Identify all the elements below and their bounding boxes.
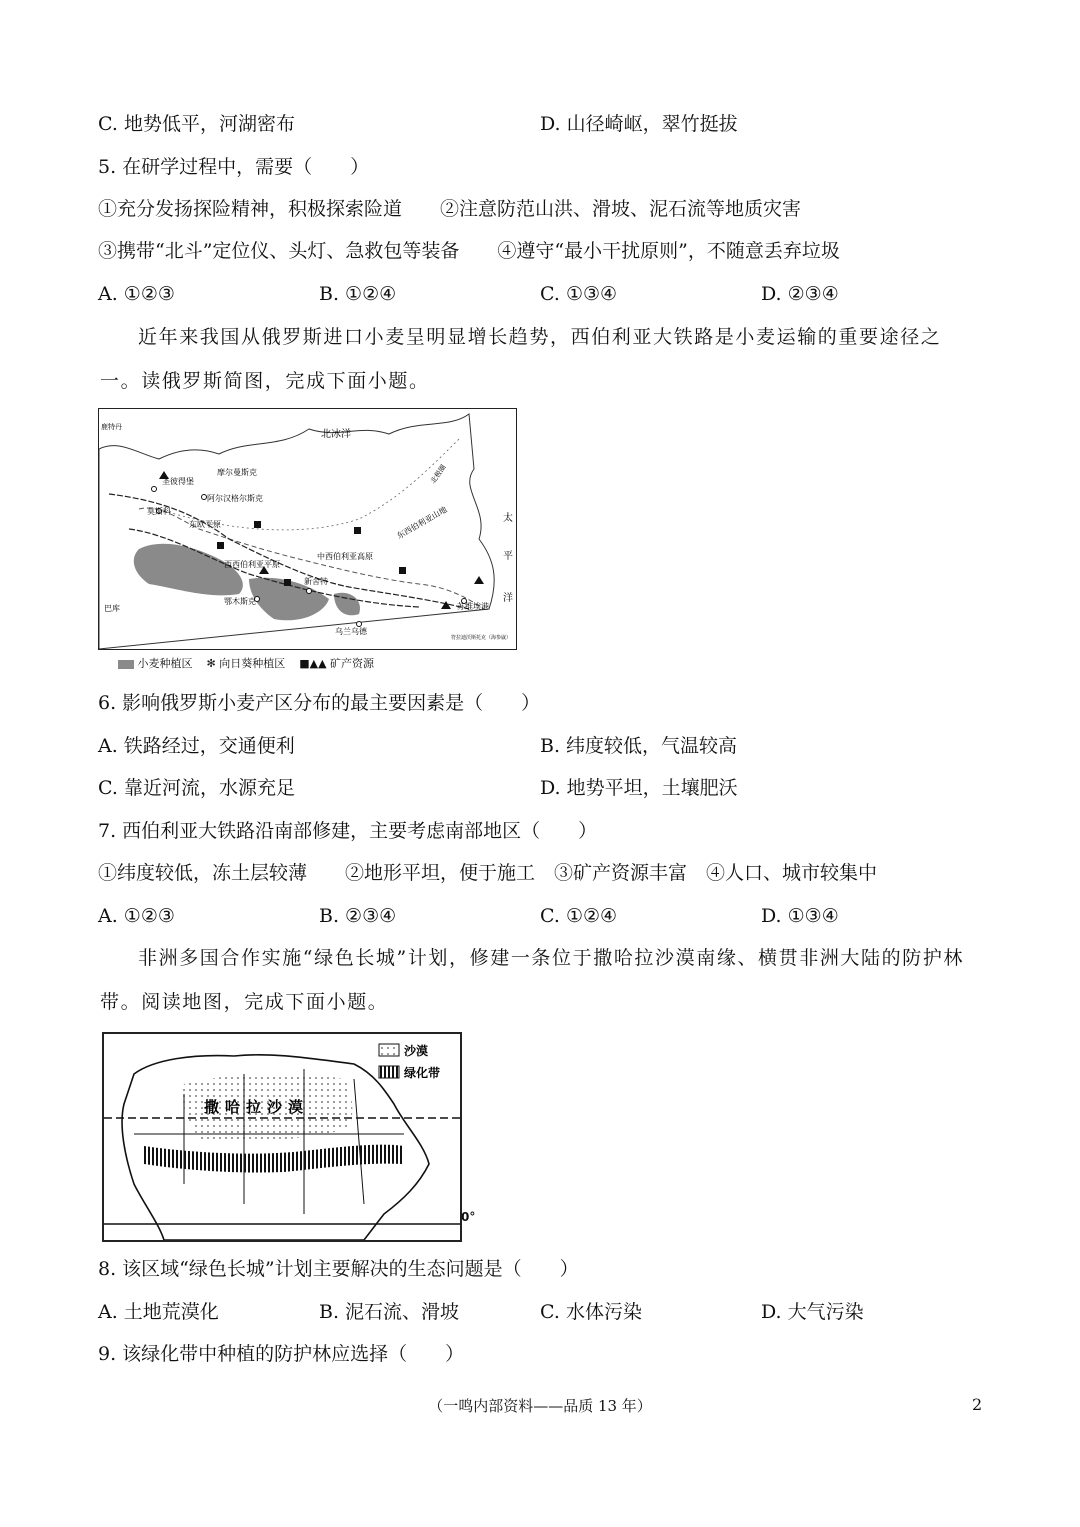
map-label-omsk: 鄂木斯克 bbox=[224, 597, 256, 606]
wheat-swatch bbox=[118, 660, 134, 669]
map-label-arkhangelsk: 阿尔汉格尔斯克 bbox=[207, 494, 263, 503]
q6-option-d: D. 地势平坦，土壤肥沃 bbox=[540, 777, 738, 799]
q7-option-c: C. ①②④ bbox=[540, 905, 618, 927]
map-label-arcticcircle: 北极圈 bbox=[429, 463, 448, 486]
legend-desert-swatch bbox=[379, 1044, 399, 1056]
q8-option-b: B. 泥石流、滑坡 bbox=[319, 1301, 460, 1323]
q6-option-a: A. 铁路经过，交通便利 bbox=[98, 735, 295, 757]
map-label-westsib: 西西伯利亚平原 bbox=[224, 560, 280, 569]
q6-option-c: C. 靠近河流，水源充足 bbox=[98, 777, 295, 799]
map-label-centralsib: 中西伯利亚高原 bbox=[317, 552, 373, 561]
map-label-pacific-1: 太 bbox=[503, 513, 513, 524]
map-label-baltic: 鹿特丹 bbox=[101, 423, 122, 431]
q7-statements: ①纬度较低，冻土层较薄 ②地形平坦，便于施工 ③矿产资源丰富 ④人口、城市较集中 bbox=[98, 862, 878, 884]
map-label-pacific-3: 洋 bbox=[503, 593, 513, 604]
q5-option-d: D. ②③④ bbox=[761, 283, 839, 305]
map-label-murmansk: 摩尔曼斯克 bbox=[217, 468, 257, 477]
legend-minerals: 矿产资源 bbox=[330, 657, 375, 670]
sunflower-icon: ✻ bbox=[206, 657, 216, 670]
map-label-eastsib: 东西伯利亚山地 bbox=[395, 504, 449, 541]
africa-legend-desert: 沙漠 bbox=[404, 1044, 429, 1058]
map-label-moscow: 莫斯科 bbox=[147, 507, 171, 516]
russia-map-legend bbox=[118, 655, 374, 671]
map-label-eastplain: 东欧平原 bbox=[189, 520, 221, 529]
q5-option-a: A. ①②③ bbox=[98, 283, 175, 305]
q4-option-c: C. 地势低平，河湖密布 bbox=[98, 113, 295, 135]
africa-map bbox=[102, 1032, 462, 1242]
africa-legend-green: 绿化带 bbox=[404, 1066, 441, 1080]
legend-wheat: 小麦种植区 bbox=[137, 657, 193, 670]
q7-option-b: B. ②③④ bbox=[319, 905, 397, 927]
q4-option-d: D. 山径崎岖，翠竹挺拔 bbox=[540, 113, 738, 135]
q5-stem: 5. 在研学过程中，需要（ ） bbox=[98, 156, 370, 178]
passage-africa: 非洲多国合作实施“绿色长城”计划，修建一条位于撒哈拉沙漠南缘、横贯非洲大陆的防护林带。阅读地图，完成下面小题。 bbox=[100, 947, 965, 1013]
q8-stem: 8. 该区域“绿色长城”计划主要解决的生态问题是（ ） bbox=[98, 1258, 579, 1280]
map-label-sovgavan: 苏维埃港 bbox=[457, 602, 489, 611]
map-label-baku: 巴库 bbox=[104, 604, 120, 613]
legend-green-swatch bbox=[379, 1066, 399, 1078]
q8-option-a: A. 土地荒漠化 bbox=[98, 1301, 219, 1323]
map-label-vladivostok: 符拉迪沃斯托克（海参崴） bbox=[451, 635, 512, 641]
q5-option-c: C. ①③④ bbox=[540, 283, 618, 305]
africa-label-sahara: 撒哈拉沙漠 bbox=[204, 1098, 310, 1116]
page-footer: （一鸣内部资料——品质 13 年） bbox=[428, 1397, 652, 1415]
map-label-arctic: 北冰洋 bbox=[321, 429, 351, 440]
mineral-icons: ■▲▲ bbox=[299, 657, 327, 670]
q6-option-b: B. 纬度较低，气温较高 bbox=[540, 735, 738, 757]
q9-stem: 9. 该绿化带中种植的防护林应选择（ ） bbox=[98, 1343, 465, 1365]
passage-russia: 近年来我国从俄罗斯进口小麦呈明显增长趋势，西伯利亚大铁路是小麦运输的重要途径之一。读俄罗斯简图，完成下面小题。 bbox=[100, 326, 942, 392]
map-label-ulanude: 乌兰乌德 bbox=[335, 627, 367, 636]
map-label-stpetersburg: 圣彼得堡 bbox=[162, 477, 194, 486]
q5-statements-1: ①充分发扬探险精神，积极探索险道 ②注意防范山洪、滑坡、泥石流等地质灾害 bbox=[98, 198, 802, 220]
q7-stem: 7. 西伯利亚大铁路沿南部修建，主要考虑南部地区（ ） bbox=[98, 820, 598, 842]
map-label-pacific-2: 平 bbox=[503, 551, 513, 562]
q6-stem: 6. 影响俄罗斯小麦产区分布的最主要因素是（ ） bbox=[98, 692, 541, 714]
legend-sunflower: 向日葵种植区 bbox=[219, 657, 286, 670]
q8-option-c: C. 水体污染 bbox=[540, 1301, 642, 1323]
q7-option-d: D. ①③④ bbox=[761, 905, 839, 927]
page-number: 2 bbox=[972, 1395, 983, 1414]
africa-map-graphic bbox=[104, 1034, 460, 1240]
russia-map-graphic bbox=[99, 409, 516, 649]
q7-option-a: A. ①②③ bbox=[98, 905, 175, 927]
q5-statements-2: ③携带“北斗”定位仪、头灯、急救包等装备 ④遵守“最小干扰原则”，不随意丢弃垃圾 bbox=[98, 240, 840, 262]
africa-equator-label: 0° bbox=[461, 1210, 476, 1224]
map-label-kazakh: 新舍特 bbox=[304, 577, 328, 586]
q8-option-d: D. 大气污染 bbox=[761, 1301, 864, 1323]
q5-option-b: B. ①②④ bbox=[319, 283, 397, 305]
russia-map bbox=[98, 408, 517, 650]
